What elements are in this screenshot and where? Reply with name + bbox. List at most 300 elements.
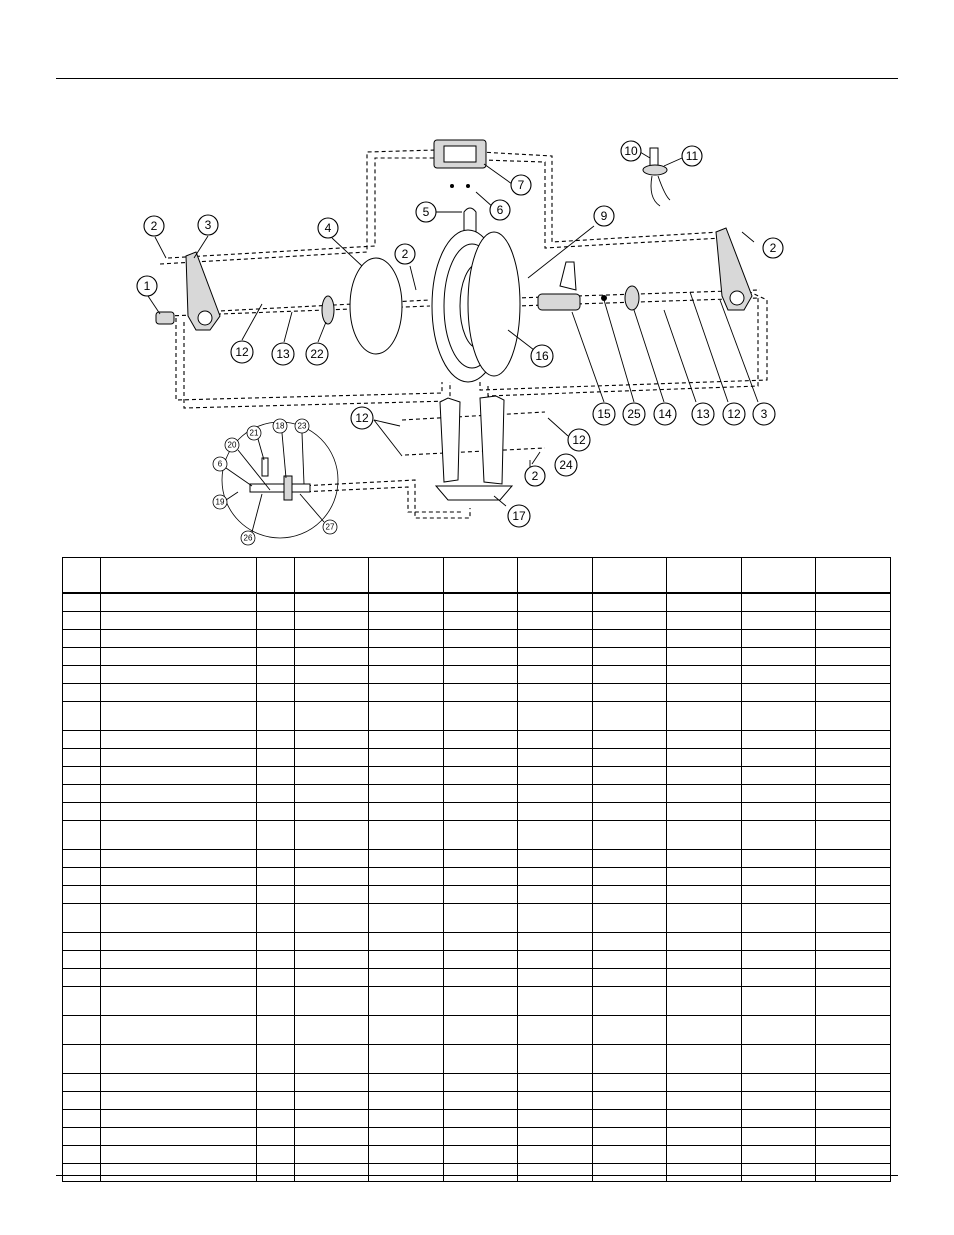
table-cell: [257, 1127, 295, 1145]
table-cell: [101, 849, 257, 867]
table-cell: [518, 885, 593, 903]
table-cell: [63, 885, 101, 903]
table-cell: [444, 968, 518, 986]
header-cell: [369, 558, 444, 594]
table-cell: [518, 1109, 593, 1127]
table-row: [63, 968, 891, 986]
table-cell: [369, 748, 444, 766]
table-cell: [667, 784, 742, 802]
table-cell: [63, 867, 101, 885]
table-cell: [295, 665, 369, 683]
table-cell: [295, 683, 369, 701]
table-cell: [369, 950, 444, 968]
table-cell: [816, 1015, 891, 1044]
svg-text:4: 4: [324, 221, 332, 235]
table-header-row: [63, 558, 891, 594]
table-cell: [742, 766, 816, 784]
table-cell: [63, 629, 101, 647]
table-cell: [295, 903, 369, 932]
callout-7: [511, 175, 531, 195]
table-cell: [101, 885, 257, 903]
table-cell: [518, 950, 593, 968]
table-cell: [816, 683, 891, 701]
table-cell: [295, 950, 369, 968]
svg-text:15: 15: [597, 407, 611, 421]
table-cell: [369, 784, 444, 802]
table-cell: [444, 1015, 518, 1044]
table-cell: [667, 986, 742, 1015]
table-cell: [369, 903, 444, 932]
callout-19: [213, 495, 227, 509]
table-cell: [742, 611, 816, 629]
table-row: [63, 1073, 891, 1091]
table-cell: [593, 1145, 667, 1163]
table-cell: [518, 665, 593, 683]
table-cell: [518, 647, 593, 665]
table-cell: [295, 1073, 369, 1091]
table-cell: [101, 766, 257, 784]
table-cell: [816, 701, 891, 730]
table-cell: [593, 986, 667, 1015]
table-cell: [369, 1091, 444, 1109]
detail-leaders: [226, 433, 324, 532]
table-cell: [369, 1073, 444, 1091]
table-cell: [101, 1044, 257, 1073]
table-cell: [742, 1109, 816, 1127]
table-cell: [444, 665, 518, 683]
table-cell: [593, 932, 667, 950]
table-cell: [257, 1073, 295, 1091]
table-cell: [742, 1015, 816, 1044]
svg-text:25: 25: [627, 407, 641, 421]
table-row: [63, 1015, 891, 1044]
table-cell: [667, 885, 742, 903]
table-cell: [444, 611, 518, 629]
table-cell: [667, 932, 742, 950]
table-row: [63, 748, 891, 766]
table-row: [63, 1091, 891, 1109]
table-cell: [816, 968, 891, 986]
table-cell: [63, 820, 101, 849]
table-cell: [593, 647, 667, 665]
table-cell: [593, 629, 667, 647]
table-cell: [101, 1091, 257, 1109]
table-cell: [257, 629, 295, 647]
table-cell: [444, 1109, 518, 1127]
table-cell: [295, 932, 369, 950]
table-cell: [63, 932, 101, 950]
table-cell: [101, 683, 257, 701]
table-cell: [295, 1127, 369, 1145]
table-cell: [816, 867, 891, 885]
table-cell: [101, 1073, 257, 1091]
table-cell: [593, 950, 667, 968]
table-cell: [257, 950, 295, 968]
table-cell: [518, 1044, 593, 1073]
table-cell: [742, 1044, 816, 1073]
table-cell: [295, 629, 369, 647]
table-row: [63, 647, 891, 665]
table-cell: [369, 766, 444, 784]
table-cell: [257, 1015, 295, 1044]
table-cell: [518, 1145, 593, 1163]
table-cell: [518, 1127, 593, 1145]
flange-part: [322, 296, 334, 324]
svg-text:6: 6: [496, 203, 504, 217]
table-cell: [101, 1145, 257, 1163]
header-cell: [295, 558, 369, 594]
table-cell: [444, 593, 518, 611]
table-cell: [742, 701, 816, 730]
table-row: [63, 1145, 891, 1163]
coupler-part: [156, 312, 174, 324]
table-cell: [518, 784, 593, 802]
table-cell: [518, 1015, 593, 1044]
table-cell: [593, 1073, 667, 1091]
table-cell: [369, 730, 444, 748]
table-cell: [444, 820, 518, 849]
table-cell: [444, 647, 518, 665]
table-cell: [742, 748, 816, 766]
table-cell: [816, 593, 891, 611]
table-cell: [742, 665, 816, 683]
exploded-parts-diagram: [0, 0, 954, 550]
svg-text:2: 2: [401, 247, 409, 261]
table-cell: [369, 802, 444, 820]
detail-fitting-part: [250, 458, 310, 500]
table-cell: [518, 986, 593, 1015]
callout-18: [273, 419, 287, 433]
svg-text:18: 18: [275, 421, 285, 431]
table-cell: [444, 629, 518, 647]
table-row: [63, 701, 891, 730]
table-cell: [257, 867, 295, 885]
svg-text:27: 27: [325, 522, 335, 532]
callout-6: [213, 457, 227, 471]
header-cell: [667, 558, 742, 594]
svg-text:19: 19: [215, 497, 225, 507]
table-row: [63, 802, 891, 820]
callout-24: [555, 454, 577, 476]
table-cell: [63, 1073, 101, 1091]
table-cell: [257, 820, 295, 849]
table-cell: [816, 849, 891, 867]
table-cell: [444, 849, 518, 867]
table-cell: [742, 1145, 816, 1163]
callout-5: [416, 202, 436, 222]
callout-2: [395, 244, 415, 264]
table-cell: [444, 1091, 518, 1109]
table-cell: [295, 1163, 369, 1181]
table-cell: [295, 1015, 369, 1044]
table-cell: [742, 647, 816, 665]
table-cell: [369, 1044, 444, 1073]
header-cell: [101, 558, 257, 594]
table-cell: [593, 820, 667, 849]
table-cell: [593, 1127, 667, 1145]
table-cell: [742, 820, 816, 849]
table-cell: [101, 665, 257, 683]
spindle-part: [538, 262, 580, 310]
table-cell: [667, 903, 742, 932]
table-cell: [667, 730, 742, 748]
table-cell: [101, 1015, 257, 1044]
table-row: [63, 730, 891, 748]
table-cell: [369, 885, 444, 903]
table-cell: [444, 784, 518, 802]
table-cell: [295, 820, 369, 849]
table-cell: [63, 1163, 101, 1181]
table-cell: [816, 802, 891, 820]
table-row: [63, 683, 891, 701]
table-cell: [593, 968, 667, 986]
svg-text:6: 6: [217, 459, 223, 469]
base-stand-part: [436, 396, 512, 500]
table-cell: [63, 950, 101, 968]
table-cell: [518, 820, 593, 849]
svg-text:9: 9: [600, 209, 608, 223]
callout-21: [247, 426, 261, 440]
table-cell: [101, 647, 257, 665]
table-cell: [518, 802, 593, 820]
table-cell: [667, 802, 742, 820]
table-cell: [816, 748, 891, 766]
table-cell: [257, 701, 295, 730]
table-cell: [667, 1145, 742, 1163]
table-cell: [518, 1091, 593, 1109]
svg-text:12: 12: [572, 433, 586, 447]
table-cell: [593, 1109, 667, 1127]
table-cell: [101, 968, 257, 986]
table-cell: [593, 730, 667, 748]
table-cell: [257, 802, 295, 820]
callout-3: [198, 215, 218, 235]
table-cell: [816, 730, 891, 748]
table-row: [63, 867, 891, 885]
table-cell: [593, 802, 667, 820]
table-cell: [518, 903, 593, 932]
table-cell: [101, 802, 257, 820]
table-cell: [295, 968, 369, 986]
svg-text:2: 2: [531, 469, 539, 483]
table-cell: [742, 1073, 816, 1091]
table-cell: [444, 701, 518, 730]
table-cell: [816, 1163, 891, 1181]
parts-list-table: [62, 557, 891, 1182]
table-row: [63, 1109, 891, 1127]
table-cell: [667, 1163, 742, 1181]
table-cell: [257, 968, 295, 986]
svg-text:22: 22: [310, 347, 324, 361]
callout-4: [318, 218, 338, 238]
callout-13: [692, 403, 714, 425]
table-cell: [369, 701, 444, 730]
svg-text:10: 10: [624, 144, 638, 158]
table-cell: [444, 885, 518, 903]
svg-text:1: 1: [143, 279, 151, 293]
table-cell: [816, 1109, 891, 1127]
table-cell: [444, 1044, 518, 1073]
table-cell: [295, 1145, 369, 1163]
table-cell: [257, 932, 295, 950]
callout-1: [137, 276, 157, 296]
table-cell: [742, 903, 816, 932]
header-cell: [816, 558, 891, 594]
table-cell: [295, 849, 369, 867]
table-cell: [101, 1127, 257, 1145]
table-cell: [816, 766, 891, 784]
table-cell: [742, 932, 816, 950]
callout-6: [490, 200, 510, 220]
callout-10: [621, 141, 641, 161]
table-cell: [593, 903, 667, 932]
svg-text:14: 14: [658, 407, 672, 421]
table-cell: [816, 647, 891, 665]
table-cell: [257, 748, 295, 766]
svg-text:2: 2: [150, 219, 158, 233]
svg-text:12: 12: [355, 411, 369, 425]
table-cell: [816, 1044, 891, 1073]
table-cell: [816, 629, 891, 647]
table-cell: [816, 1145, 891, 1163]
table-cell: [63, 647, 101, 665]
table-cell: [295, 867, 369, 885]
table-cell: [518, 766, 593, 784]
table-cell: [101, 730, 257, 748]
svg-text:16: 16: [535, 349, 549, 363]
table-cell: [63, 683, 101, 701]
svg-text:3: 3: [204, 218, 212, 232]
top-bracket-part: [434, 140, 486, 188]
table-cell: [295, 647, 369, 665]
table-cell: [593, 1163, 667, 1181]
table-cell: [444, 1145, 518, 1163]
table-cell: [63, 849, 101, 867]
table-cell: [295, 701, 369, 730]
header-cell: [593, 558, 667, 594]
table-cell: [63, 665, 101, 683]
table-cell: [295, 885, 369, 903]
table-cell: [257, 647, 295, 665]
table-cell: [742, 1127, 816, 1145]
table-cell: [63, 766, 101, 784]
callout-25: [623, 403, 645, 425]
table-cell: [295, 1109, 369, 1127]
table-row: [63, 629, 891, 647]
callout-12: [568, 429, 590, 451]
table-cell: [369, 593, 444, 611]
svg-text:26: 26: [243, 533, 253, 543]
table-cell: [101, 611, 257, 629]
table-cell: [257, 849, 295, 867]
table-cell: [257, 784, 295, 802]
callout-12: [723, 403, 745, 425]
table-cell: [295, 730, 369, 748]
table-cell: [816, 932, 891, 950]
table-cell: [816, 885, 891, 903]
table-cell: [101, 748, 257, 766]
table-cell: [518, 849, 593, 867]
table-cell: [257, 1044, 295, 1073]
table-cell: [444, 932, 518, 950]
table-cell: [816, 665, 891, 683]
svg-text:7: 7: [517, 178, 525, 192]
table-cell: [742, 593, 816, 611]
table-cell: [101, 701, 257, 730]
table-cell: [63, 968, 101, 986]
callout-15: [593, 403, 615, 425]
detail-circle: [222, 422, 338, 538]
table-cell: [742, 1163, 816, 1181]
table-row: [63, 665, 891, 683]
table-cell: [667, 611, 742, 629]
table-cell: [369, 611, 444, 629]
header-cell: [63, 558, 101, 594]
table-cell: [63, 748, 101, 766]
callout-12: [231, 341, 253, 363]
table-cell: [593, 611, 667, 629]
table-cell: [667, 629, 742, 647]
table-cell: [63, 1044, 101, 1073]
table-cell: [593, 784, 667, 802]
table-cell: [742, 1091, 816, 1109]
table-cell: [101, 784, 257, 802]
table-cell: [816, 611, 891, 629]
table-cell: [816, 784, 891, 802]
svg-text:12: 12: [235, 345, 249, 359]
svg-text:24: 24: [559, 458, 573, 472]
table-cell: [295, 784, 369, 802]
table-row: [63, 849, 891, 867]
reel-drum-part: [432, 230, 520, 382]
table-cell: [667, 766, 742, 784]
table-cell: [444, 683, 518, 701]
svg-text:5: 5: [422, 205, 430, 219]
table-cell: [444, 867, 518, 885]
header-cell: [742, 558, 816, 594]
table-cell: [257, 903, 295, 932]
table-cell: [816, 820, 891, 849]
callout-26: [241, 531, 255, 545]
u-bolt-part: [464, 208, 476, 232]
table-cell: [444, 748, 518, 766]
table-body: [63, 593, 891, 1181]
table-cell: [444, 730, 518, 748]
table-cell: [742, 802, 816, 820]
table-cell: [593, 748, 667, 766]
table-cell: [101, 903, 257, 932]
table-cell: [101, 950, 257, 968]
callout-22: [306, 343, 328, 365]
table-cell: [593, 683, 667, 701]
table-cell: [369, 986, 444, 1015]
table-cell: [667, 1073, 742, 1091]
callout-16: [531, 345, 553, 367]
table-cell: [667, 968, 742, 986]
table-cell: [257, 1109, 295, 1127]
table-cell: [101, 986, 257, 1015]
table-cell: [518, 968, 593, 986]
table-cell: [742, 629, 816, 647]
table-cell: [444, 802, 518, 820]
table-cell: [593, 665, 667, 683]
callout-27: [323, 520, 337, 534]
table-cell: [444, 903, 518, 932]
table-cell: [63, 1109, 101, 1127]
table-cell: [369, 849, 444, 867]
table-row: [63, 593, 891, 611]
callout-2: [525, 466, 545, 486]
